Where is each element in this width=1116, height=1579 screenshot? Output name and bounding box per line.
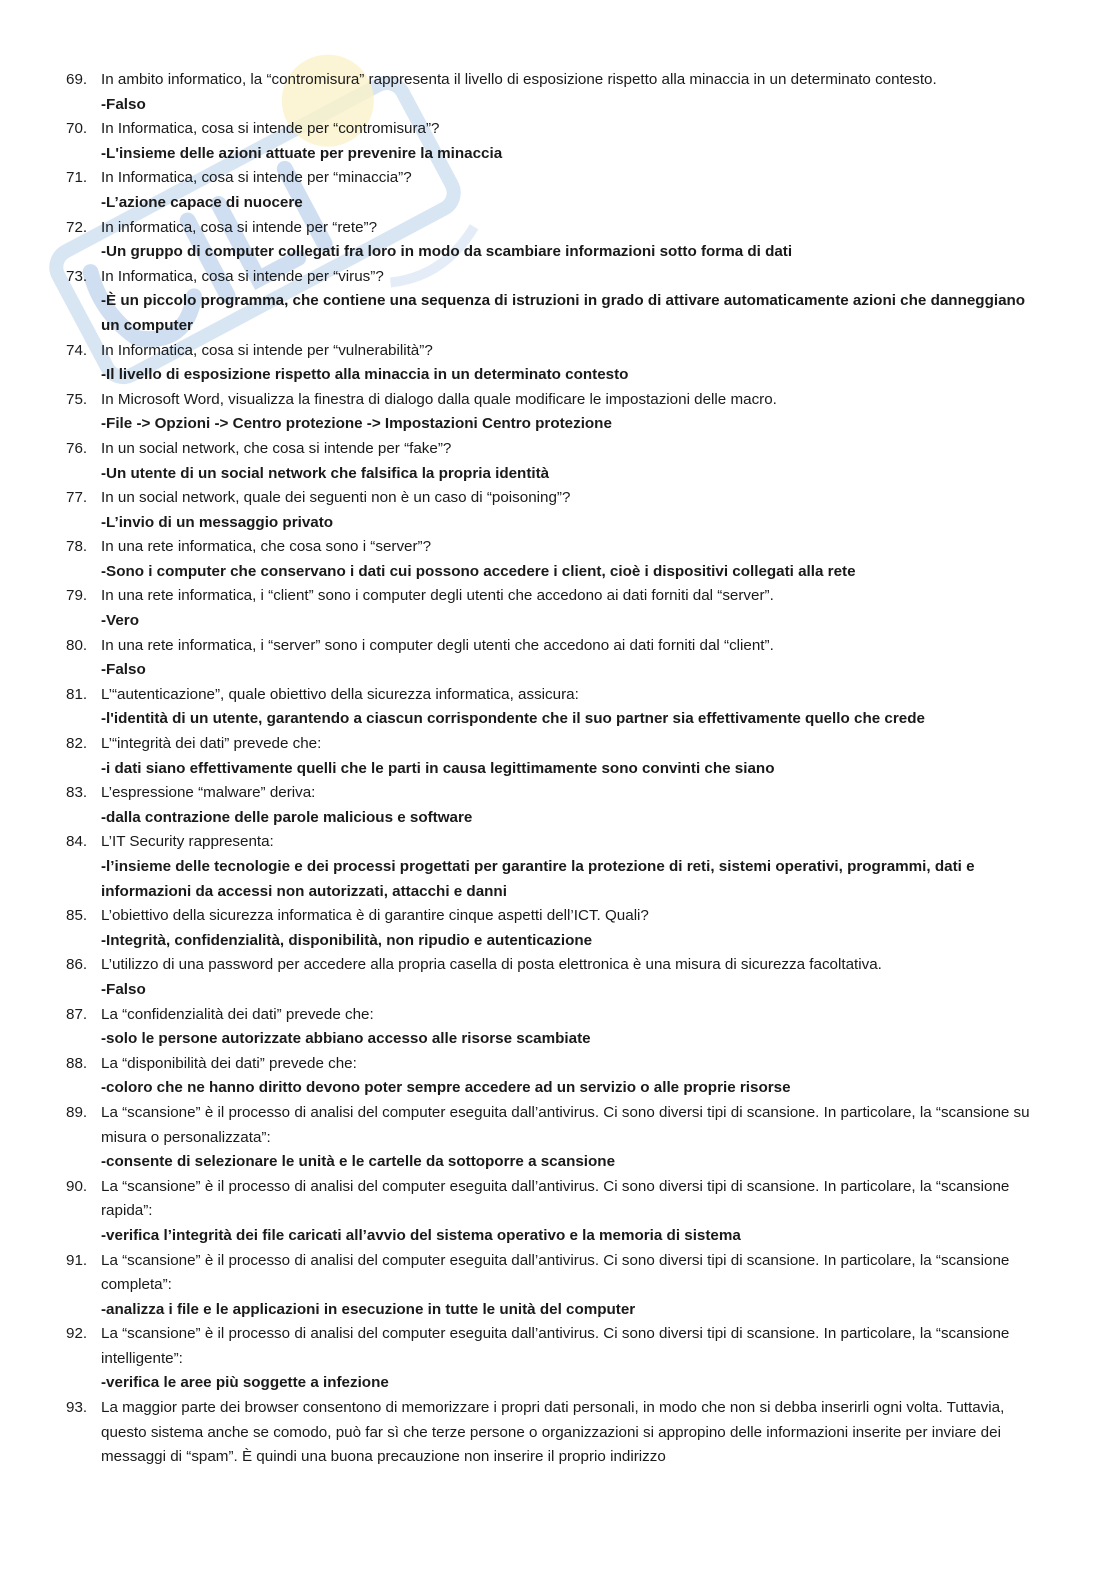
question-text: In Informatica, cosa si intende per “minaccia”? <box>101 169 412 187</box>
question-item <box>66 1249 1046 1323</box>
question-number: 76. <box>66 439 88 457</box>
question-item <box>66 535 1046 584</box>
question-number: 75. <box>66 390 88 408</box>
answer-text: -L'insieme delle azioni attuate per prevenire la minaccia <box>101 144 503 162</box>
question-text: La “scansione” è il processo di analisi del computer eseguita dall’antivirus. Ci sono diversi tipi di scansione. In particolare, la “scansione rapida”: <box>101 1177 1010 1220</box>
question-text: La “confidenzialità dei dati” prevede che: <box>101 1005 374 1023</box>
answer-text: -Sono i computer che conservano i dati cui possono accedere i client, cioè i dispositivi collegati alla rete <box>101 562 856 580</box>
question-text: L’“integrità dei dati” prevede che: <box>101 735 322 753</box>
question-text: In una rete informatica, i “server” sono i computer degli utenti che accedono ai dati forniti dal “client”. <box>101 636 774 654</box>
question-number: 77. <box>66 489 88 507</box>
question-text: La maggior parte dei browser consentono di memorizzare i propri dati personali, in modo che non si debba inserirli ogni volta. Tuttavia, questo sistema anche se comodo, può far sì che terze persone o organizzazioni si appropino delle informazioni inserite per inviare dei messaggi di “spam”. È quindi una buona precauzione non inserire il proprio indirizzo <box>101 1399 1005 1466</box>
question-item <box>66 388 1046 437</box>
answer-text: -i dati siano effettivamente quelli che le parti in causa legittimamente sono convinti che siano <box>101 759 775 777</box>
question-item <box>66 830 1046 904</box>
question-number: 82. <box>66 735 88 753</box>
question-number: 93. <box>66 1399 88 1417</box>
question-item <box>66 216 1046 265</box>
question-item <box>66 265 1046 339</box>
question-item <box>66 584 1046 633</box>
question-item <box>66 486 1046 535</box>
question-number: 70. <box>66 120 88 138</box>
answer-text: -coloro che ne hanno diritto devono poter sempre accedere ad un servizio o alle proprie risorse <box>101 1079 791 1097</box>
answer-text: -Falso <box>101 95 146 113</box>
answer-text: -verifica le aree più soggette a infezione <box>101 1374 389 1392</box>
question-text: La “disponibilità dei dati” prevede che: <box>101 1054 357 1072</box>
answer-text: -Falso <box>101 980 146 998</box>
question-number: 92. <box>66 1325 88 1343</box>
question-text: La “scansione” è il processo di analisi del computer eseguita dall’antivirus. Ci sono diversi tipi di scansione. In particolare, la “scansione completa”: <box>101 1251 1010 1294</box>
question-text: L’espressione “malware” deriva: <box>101 784 316 802</box>
question-number: 69. <box>66 71 88 88</box>
question-number: 86. <box>66 956 88 974</box>
question-text: In Microsoft Word, visualizza la finestra di dialogo dalla quale modificare le impostazioni delle macro. <box>101 390 777 408</box>
answer-text: -L’invio di un messaggio privato <box>101 513 334 531</box>
question-number: 83. <box>66 784 88 802</box>
answer-text: -Integrità, confidenzialità, disponibilità, non ripudio e autenticazione <box>101 931 593 949</box>
question-item <box>66 339 1046 388</box>
answer-text: -File -> Opzioni -> Centro protezione -> Impostazioni Centro protezione <box>101 415 612 433</box>
question-number: 84. <box>66 833 88 851</box>
question-item <box>66 1101 1046 1175</box>
answer-text: -Il livello di esposizione rispetto alla minaccia in un determinato contesto <box>101 366 629 384</box>
question-text: In Informatica, cosa si intende per “vulnerabilità”? <box>101 341 433 359</box>
question-item <box>66 1322 1046 1396</box>
question-item <box>66 732 1046 781</box>
question-text: In un social network, quale dei seguenti non è un caso di “poisoning”? <box>101 489 571 507</box>
question-text: L’obiettivo della sicurezza informatica è di garantire cinque aspetti dell’ICT. Quali? <box>101 907 649 925</box>
answer-text: -consente di selezionare le unità e le cartelle da sottoporre a scansione <box>101 1153 616 1171</box>
question-text: In ambito informatico, la “contromisura” rappresenta il livello di esposizione rispetto alla minaccia in un determinato contesto. <box>101 71 937 88</box>
question-number: 89. <box>66 1103 88 1121</box>
question-text: La “scansione” è il processo di analisi del computer eseguita dall’antivirus. Ci sono diversi tipi di scansione. In particolare, la “scansione intelligente”: <box>101 1325 1010 1367</box>
question-item <box>66 437 1046 486</box>
question-list <box>66 68 1046 1470</box>
question-document <box>66 68 1046 1470</box>
question-item <box>66 781 1046 830</box>
question-item <box>66 683 1046 732</box>
answer-text: -analizza i file e le applicazioni in esecuzione in tutte le unità del computer <box>101 1300 636 1318</box>
question-number: 78. <box>66 538 88 556</box>
question-text: In Informatica, cosa si intende per “contromisura”? <box>101 120 440 138</box>
answer-text: -l’insieme delle tecnologie e dei processi progettati per garantire la protezione di reti, sistemi operativi, programmi, dati e informazioni da accessi non autorizzati, attacchi e danni <box>101 858 975 900</box>
question-item <box>66 117 1046 166</box>
question-item <box>66 1396 1046 1470</box>
answer-text: -l'identità di un utente, garantendo a ciascun corrispondente che il suo partner sia effettivamente quello che crede <box>101 710 925 728</box>
question-item <box>66 1052 1046 1101</box>
question-number: 73. <box>66 267 88 285</box>
question-item <box>66 953 1046 1002</box>
question-number: 90. <box>66 1177 88 1195</box>
question-item <box>66 166 1046 215</box>
question-number: 88. <box>66 1054 88 1072</box>
answer-text: -verifica l’integrità dei file caricati all’avvio del sistema operativo e la memoria di sistema <box>101 1226 741 1244</box>
question-text: La “scansione” è il processo di analisi del computer eseguita dall’antivirus. Ci sono diversi tipi di scansione. In particolare, la “scansione su misura o personalizzata”: <box>101 1103 1030 1146</box>
question-text: In una rete informatica, i “client” sono i computer degli utenti che accedono ai dati forniti dal “server”. <box>101 587 774 605</box>
answer-text: -solo le persone autorizzate abbiano accesso alle risorse scambiate <box>101 1030 591 1048</box>
answer-text: -Un gruppo di computer collegati fra loro in modo da scambiare informazioni sotto forma di dati <box>101 243 793 261</box>
question-number: 71. <box>66 169 88 187</box>
question-item <box>66 1175 1046 1249</box>
question-text: In informatica, cosa si intende per “rete”? <box>101 218 378 236</box>
question-number: 85. <box>66 907 88 925</box>
question-text: L’utilizzo di una password per accedere alla propria casella di posta elettronica è una misura di sicurezza facoltativa. <box>101 956 882 974</box>
question-number: 91. <box>66 1251 88 1269</box>
question-item <box>66 68 1046 117</box>
answer-text: -Un utente di un social network che falsifica la propria identità <box>101 464 550 482</box>
question-number: 74. <box>66 341 88 359</box>
answer-text: -Vero <box>101 612 139 630</box>
question-number: 79. <box>66 587 88 605</box>
question-number: 80. <box>66 636 88 654</box>
answer-text: -dalla contrazione delle parole malicious e software <box>101 808 473 826</box>
question-text: In Informatica, cosa si intende per “virus”? <box>101 267 384 285</box>
question-number: 72. <box>66 218 88 236</box>
question-item <box>66 634 1046 683</box>
answer-text: -L’azione capace di nuocere <box>101 193 303 211</box>
answer-text: -È un piccolo programma, che contiene una sequenza di istruzioni in grado di attivare automaticamente azioni che danneggiano un computer <box>101 292 1026 334</box>
answer-text: -Falso <box>101 661 146 679</box>
question-text: L’IT Security rappresenta: <box>101 833 274 851</box>
question-number: 81. <box>66 685 88 703</box>
question-text: L’“autenticazione”, quale obiettivo della sicurezza informatica, assicura: <box>101 685 579 703</box>
question-text: In un social network, che cosa si intende per “fake”? <box>101 439 452 457</box>
question-item <box>66 904 1046 953</box>
question-text: In una rete informatica, che cosa sono i “server”? <box>101 538 432 556</box>
question-number: 87. <box>66 1005 88 1023</box>
question-item <box>66 1003 1046 1052</box>
